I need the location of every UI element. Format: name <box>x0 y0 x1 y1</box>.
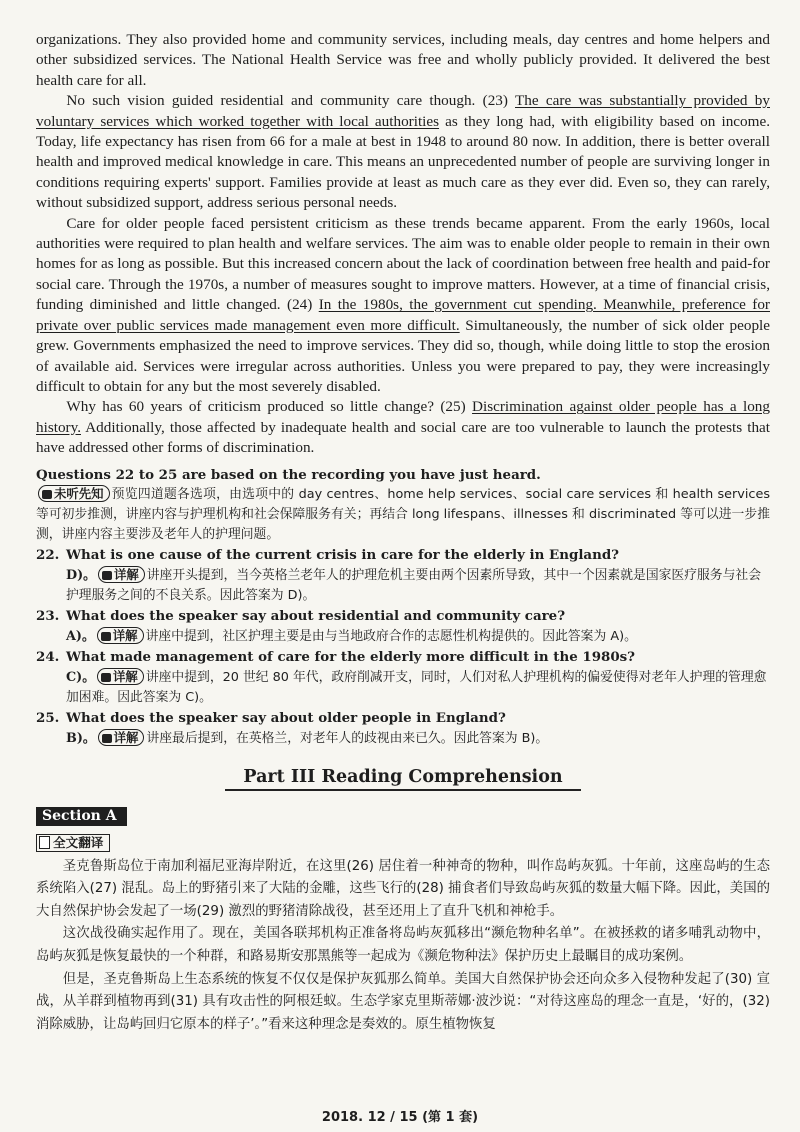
translation-label <box>36 834 110 852</box>
detail-tag <box>97 627 144 644</box>
underlined-answer-23: The care was substantially provided by voluntary services which worked together with local authorities <box>36 92 770 130</box>
answer-letter: A)。 <box>66 628 95 644</box>
explanation-text: 讲座中提到，20 世纪 80 年代，政府削减开支，同时，人们对私人护理机构的偏爱使得对老年人护理的管理愈加困难。因此答案为 C)。 <box>66 669 767 705</box>
translation-label-text: 全文翻译 <box>53 834 104 850</box>
translation-paragraph-3: 但是，圣克鲁斯岛上生态系统的恢复不仅仅是保护灰狐那么简单。美国大自然保护协会还向众多入侵物种发起了(30) 宣战，从羊群到植物再到(31) 具有攻击性的阿根廷蚁。生态学家克里斯蒂娜·波沙说：“对待这座岛的理念一直是，‘好的，(32) 消除威胁，让岛屿回归它原本的样子’。”看来这种理念是奏效的。原生植物恢复 <box>36 971 770 1032</box>
passage-text: No such vision guided residential and community care though. (23) <box>66 92 515 110</box>
page-footer: 2018. 12 / 15 (第 1 套) <box>321 1110 479 1125</box>
answer-letter: B)。 <box>66 730 96 746</box>
preview-tag <box>38 485 110 502</box>
questions-header: Questions 22 to 25 are based on the recording you have just heard. <box>36 466 541 483</box>
question-number: 24. <box>36 648 60 665</box>
preview-tag-label: 未听先知 <box>54 485 104 501</box>
passage-paragraph-4 <box>36 397 770 458</box>
question-item <box>36 708 770 749</box>
explanation-text: 讲座中提到，社区护理主要是由与当地政府合作的志愿性机构提供的。因此答案为 A)。 <box>145 628 637 644</box>
preview-text: 预览四道题各选项，由选项中的 day centres、home help services、social care services 和 health services 等可初步推测，讲座内容与护理机构和社会保障服务有关；再结合 long lifespans、illnesses 和 discriminated 等可以进一步推测，讲座内容主要涉及老年人的护理问题。 <box>36 486 770 542</box>
book-icon <box>102 734 112 743</box>
passage-text: Care for older people faced persistent criticism as these trends became apparent. From the early 1960s, local authorities were required to plan health and welfare services. The aim was to enable older people to remain in their own homes for as long as possible. But this increased concern about the lack of coordination between free health and paid-for social care. Through the 1970s, a number of measures sought to improve matters. However, at a time of financial crisis, funding diminished and little changed. (24) <box>36 214 770 314</box>
question-text: What does the speaker say about residential and community care? <box>66 607 566 624</box>
detail-tag-label: 详解 <box>113 729 139 745</box>
answer-explanation <box>36 668 770 708</box>
question-24 <box>36 647 770 668</box>
question-text: What made management of care for the elderly more difficult in the 1980s? <box>66 648 636 665</box>
answer-explanation <box>36 566 770 606</box>
book-icon <box>101 632 111 641</box>
checkbox-icon <box>39 836 50 849</box>
question-25 <box>36 708 770 729</box>
detail-tag <box>98 566 145 583</box>
question-text: What does the speaker say about older people in England? <box>66 709 506 726</box>
underlined-answer-25: Discrimination against older people has a long history. <box>36 398 770 436</box>
question-number: 23. <box>36 607 60 624</box>
question-23 <box>36 606 770 627</box>
book-icon <box>101 673 111 682</box>
question-item <box>36 545 770 606</box>
book-icon <box>102 571 112 580</box>
answer-letter: C)。 <box>66 669 96 685</box>
part-title <box>36 767 770 787</box>
answer-explanation <box>36 627 770 647</box>
detail-tag-label: 详解 <box>113 566 139 582</box>
detail-tag-label: 详解 <box>112 627 138 643</box>
explanation-text: 讲座最后提到，在英格兰，对老年人的歧视由来已久。因此答案为 B)。 <box>146 730 549 746</box>
passage-text: Simultaneously, the number of sick older people grew. Governments emphasized the need to improve services. They did so, though, while doing little to stop the erosion of available aid. Services were irregular across authorities. Unless you were prepared to pay, they were increasingly difficult to obtain for any but the most severely disabled. <box>36 316 770 395</box>
question-22 <box>36 545 770 566</box>
translation-paragraph-2: 这次战役确实起作用了。现在，美国各联邦机构正准备将岛屿灰狐移出“濒危物种名单”。在被拯救的诸多哺乳动物中，岛屿灰狐是恢复最快的一个种群，和路易斯安那黑熊等一起成为《濒危物种法》保护历史上最瞩目的成功案例。 <box>36 926 770 964</box>
question-number: 22. <box>36 546 60 563</box>
passage-paragraph-1: organizations. They also provided home and community services, including meals, day centres and home helpers and other subsidized services. The National Health Service was free and wholly publicly provided. It delivered the best health care for all. <box>36 31 770 89</box>
question-item <box>36 647 770 708</box>
question-text: What is one cause of the current crisis in care for the elderly in England? <box>66 546 620 563</box>
preview-note <box>36 485 770 545</box>
question-item <box>36 606 770 647</box>
answer-letter: D)。 <box>66 567 96 583</box>
passage-paragraph-2 <box>36 91 770 213</box>
book-icon <box>42 490 52 499</box>
underlined-answer-24: In the 1980s, the government cut spending. Meanwhile, preference for private over public services made management even more difficult. <box>36 296 770 334</box>
passage-text: Additionally, those affected by inadequate health and social care are too vulnerable to launch the protests that have addressed other forms of discrimination. <box>36 418 770 457</box>
detail-tag-label: 详解 <box>113 668 138 684</box>
section-label: Section A <box>36 807 127 826</box>
question-list <box>36 545 770 749</box>
detail-tag <box>97 668 144 685</box>
detail-tag <box>98 729 145 746</box>
translation-paragraph-1: 圣克鲁斯岛位于南加利福尼亚海岸附近，在这里(26) 居住着一种神奇的物种，叫作岛屿灰狐。十年前，这座岛屿的生态系统陷入(27) 混乱。岛上的野猪引来了大陆的金雕，这些飞行的(28) 捕食者们导致岛屿灰狐的数量大幅下降。因此，美国的大自然保护协会发起了一场(29) 激烈的野猪清除战役，甚至还用上了直升飞机和神枪手。 <box>36 858 770 919</box>
passage-paragraph-3 <box>36 214 770 398</box>
passage-text: as they long had, with eligibility based on income. Today, life expectancy has risen from 66 for a male at best in 1948 to around 80 now. In addition, there is better overall health and improved medical knowledge in care. This means an unprecedented number of people are surviving longer in conditions requiring experts' support. Families provide at least as much care as they ever did. Even so, they can rarely, without subsidized support, address serious personal needs. <box>36 112 770 212</box>
answer-explanation <box>36 729 770 749</box>
part-title-text: Part III Reading Comprehension <box>225 767 580 791</box>
question-number: 25. <box>36 709 60 726</box>
explanation-text: 讲座开头提到，当今英格兰老年人的护理危机主要由两个因素所导致，其中一个因素就是国家医疗服务与社会护理服务之间的不良关系。因此答案为 D)。 <box>66 567 761 603</box>
passage-text: Why has 60 years of criticism produced so little change? (25) <box>66 398 473 416</box>
